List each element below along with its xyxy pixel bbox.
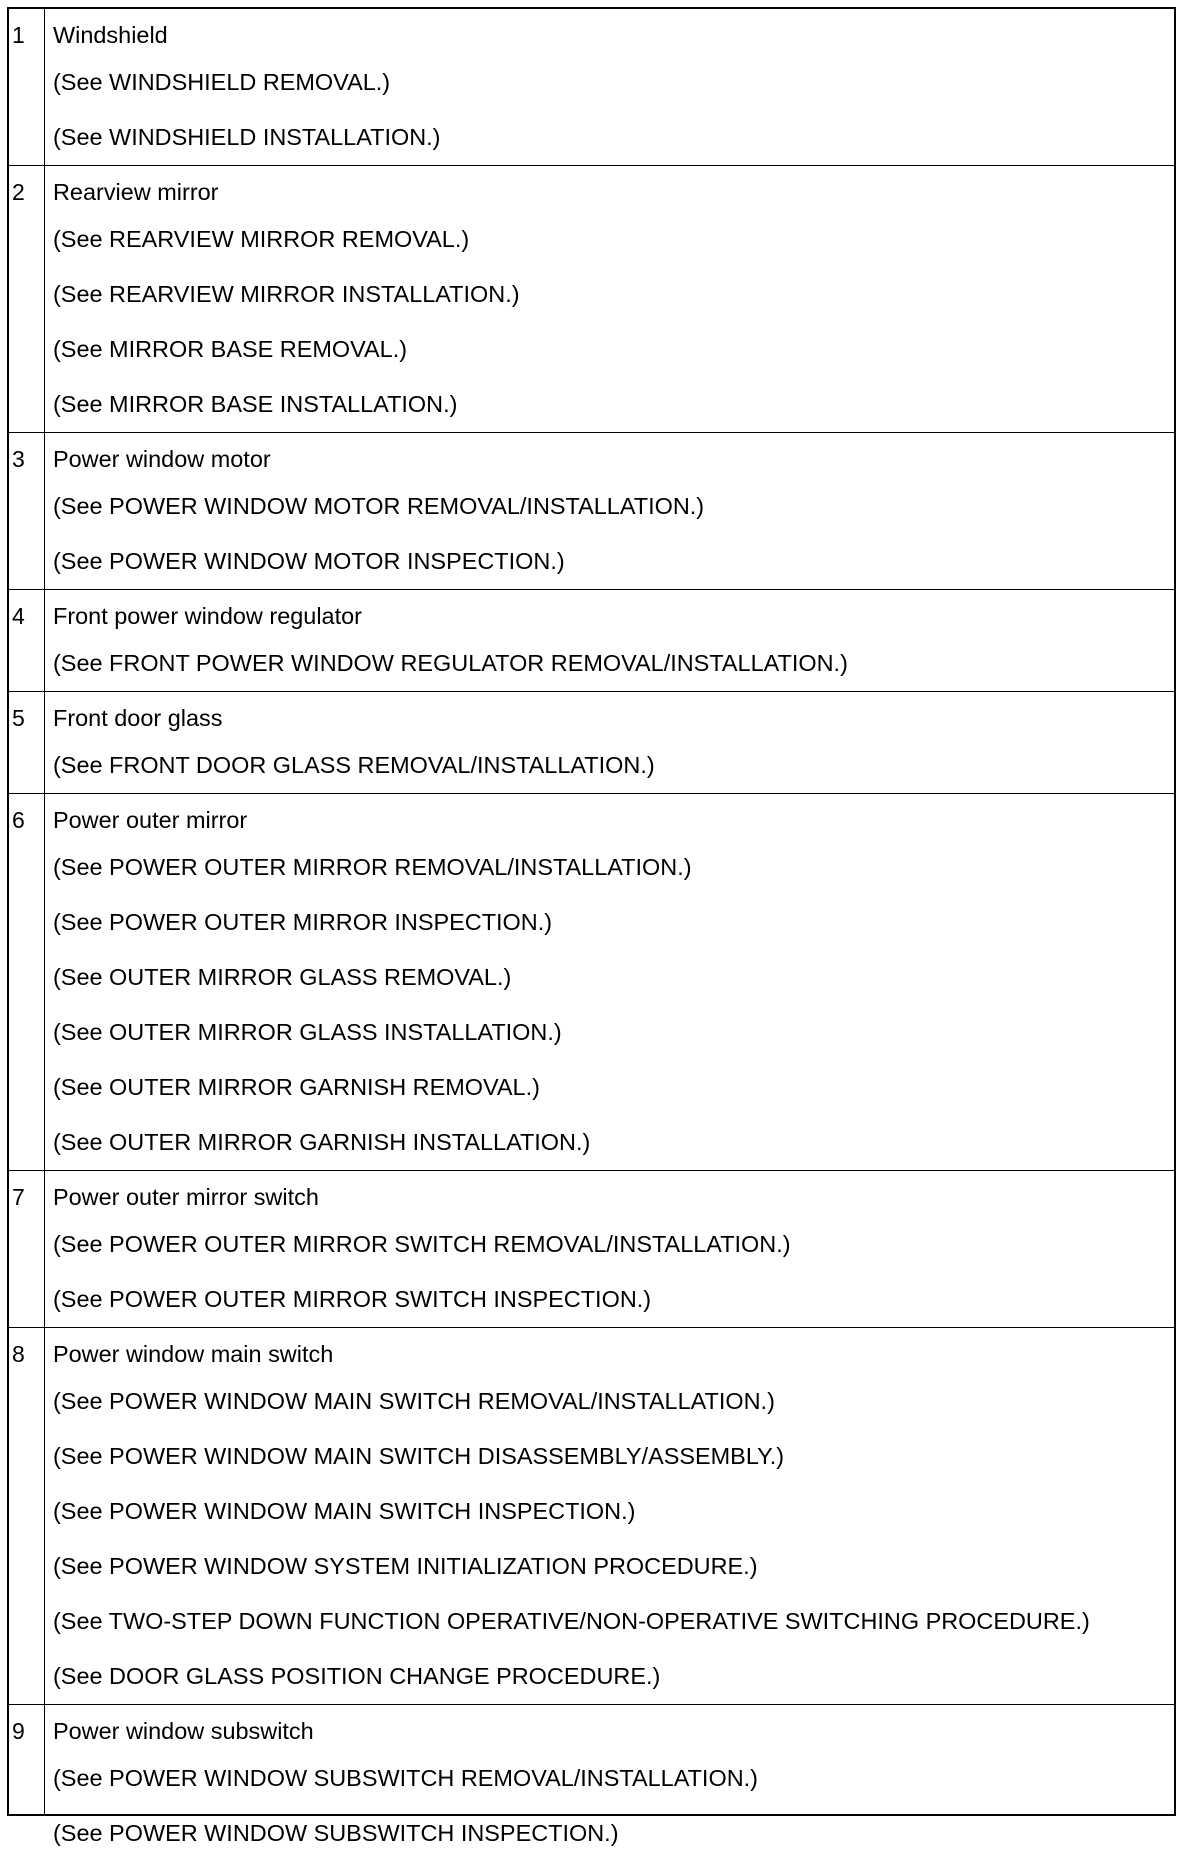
procedure-reference: (See WINDSHIELD INSTALLATION.) (53, 124, 441, 150)
procedure-reference: (See POWER WINDOW MAIN SWITCH INSPECTION.) (53, 1498, 636, 1524)
row-content (53, 692, 1174, 793)
table-row (9, 1171, 1174, 1328)
table-row (9, 1705, 1174, 1861)
item-number: 9 (12, 1718, 25, 1744)
component-name: Windshield (53, 22, 168, 48)
procedure-reference: (See POWER OUTER MIRROR REMOVAL/INSTALLATION.) (53, 854, 692, 880)
procedure-reference: (See MIRROR BASE REMOVAL.) (53, 336, 408, 362)
procedure-reference: (See OUTER MIRROR GARNISH INSTALLATION.) (53, 1129, 591, 1155)
table-row (9, 433, 1174, 590)
item-number: 2 (12, 179, 25, 205)
procedure-reference: (See FRONT POWER WINDOW REGULATOR REMOVAL/INSTALLATION.) (53, 650, 848, 676)
procedure-reference: (See DOOR GLASS POSITION CHANGE PROCEDURE.) (53, 1663, 661, 1689)
procedure-reference: (See FRONT DOOR GLASS REMOVAL/INSTALLATION.) (53, 752, 655, 778)
table-row (9, 9, 1174, 166)
item-number: 8 (12, 1341, 25, 1367)
procedure-reference: (See POWER WINDOW SUBSWITCH INSPECTION.) (53, 1820, 619, 1846)
component-name: Front door glass (53, 705, 223, 731)
procedure-reference: (See WINDSHIELD REMOVAL.) (53, 69, 391, 95)
component-name: Front power window regulator (53, 603, 362, 629)
item-number: 3 (12, 446, 25, 472)
table-row (9, 692, 1174, 794)
row-content (53, 590, 1174, 691)
item-number: 7 (12, 1184, 25, 1210)
item-number: 4 (12, 603, 25, 629)
row-content (53, 1171, 1174, 1327)
table-row (9, 590, 1174, 692)
component-name: Power window main switch (53, 1341, 334, 1367)
procedure-reference: (See POWER OUTER MIRROR SWITCH INSPECTION.) (53, 1286, 652, 1312)
procedure-reference: (See OUTER MIRROR GLASS REMOVAL.) (53, 964, 512, 990)
table-body (9, 9, 1174, 1861)
item-number: 1 (12, 22, 25, 48)
procedure-reference: (See OUTER MIRROR GARNISH REMOVAL.) (53, 1074, 540, 1100)
item-number: 6 (12, 807, 25, 833)
component-name: Rearview mirror (53, 179, 219, 205)
procedure-reference: (See POWER WINDOW MOTOR INSPECTION.) (53, 548, 565, 574)
procedure-reference: (See POWER OUTER MIRROR SWITCH REMOVAL/INSTALLATION.) (53, 1231, 791, 1257)
procedure-reference: (See POWER WINDOW MAIN SWITCH REMOVAL/INSTALLATION.) (53, 1388, 775, 1414)
procedure-reference: (See POWER WINDOW SYSTEM INITIALIZATION PROCEDURE.) (53, 1553, 758, 1579)
component-name: Power outer mirror switch (53, 1184, 319, 1210)
component-name: Power window subswitch (53, 1718, 314, 1744)
procedure-reference: (See REARVIEW MIRROR INSTALLATION.) (53, 281, 520, 307)
procedure-reference: (See TWO-STEP DOWN FUNCTION OPERATIVE/NON-OPERATIVE SWITCHING PROCEDURE.) (53, 1608, 1090, 1634)
procedure-reference: (See REARVIEW MIRROR REMOVAL.) (53, 226, 470, 252)
row-content (53, 1328, 1174, 1704)
procedure-reference: (See POWER WINDOW SUBSWITCH REMOVAL/INSTALLATION.) (53, 1765, 758, 1791)
component-name: Power outer mirror (53, 807, 248, 833)
component-name: Power window motor (53, 446, 271, 472)
item-number: 5 (12, 705, 25, 731)
table-row (9, 794, 1174, 1171)
procedure-reference: (See POWER WINDOW MAIN SWITCH DISASSEMBLY/ASSEMBLY.) (53, 1443, 785, 1469)
procedure-reference: (See POWER OUTER MIRROR INSPECTION.) (53, 909, 553, 935)
table-row (9, 1328, 1174, 1705)
component-reference-table (7, 7, 1176, 1846)
procedure-reference: (See OUTER MIRROR GLASS INSTALLATION.) (53, 1019, 562, 1045)
table-row (9, 166, 1174, 433)
row-content (53, 433, 1174, 589)
row-content (53, 9, 1174, 165)
procedure-reference: (See MIRROR BASE INSTALLATION.) (53, 391, 458, 417)
procedure-reference: (See POWER WINDOW MOTOR REMOVAL/INSTALLATION.) (53, 493, 705, 519)
row-content (53, 1705, 1174, 1861)
row-content (53, 166, 1174, 432)
row-content (53, 794, 1174, 1170)
